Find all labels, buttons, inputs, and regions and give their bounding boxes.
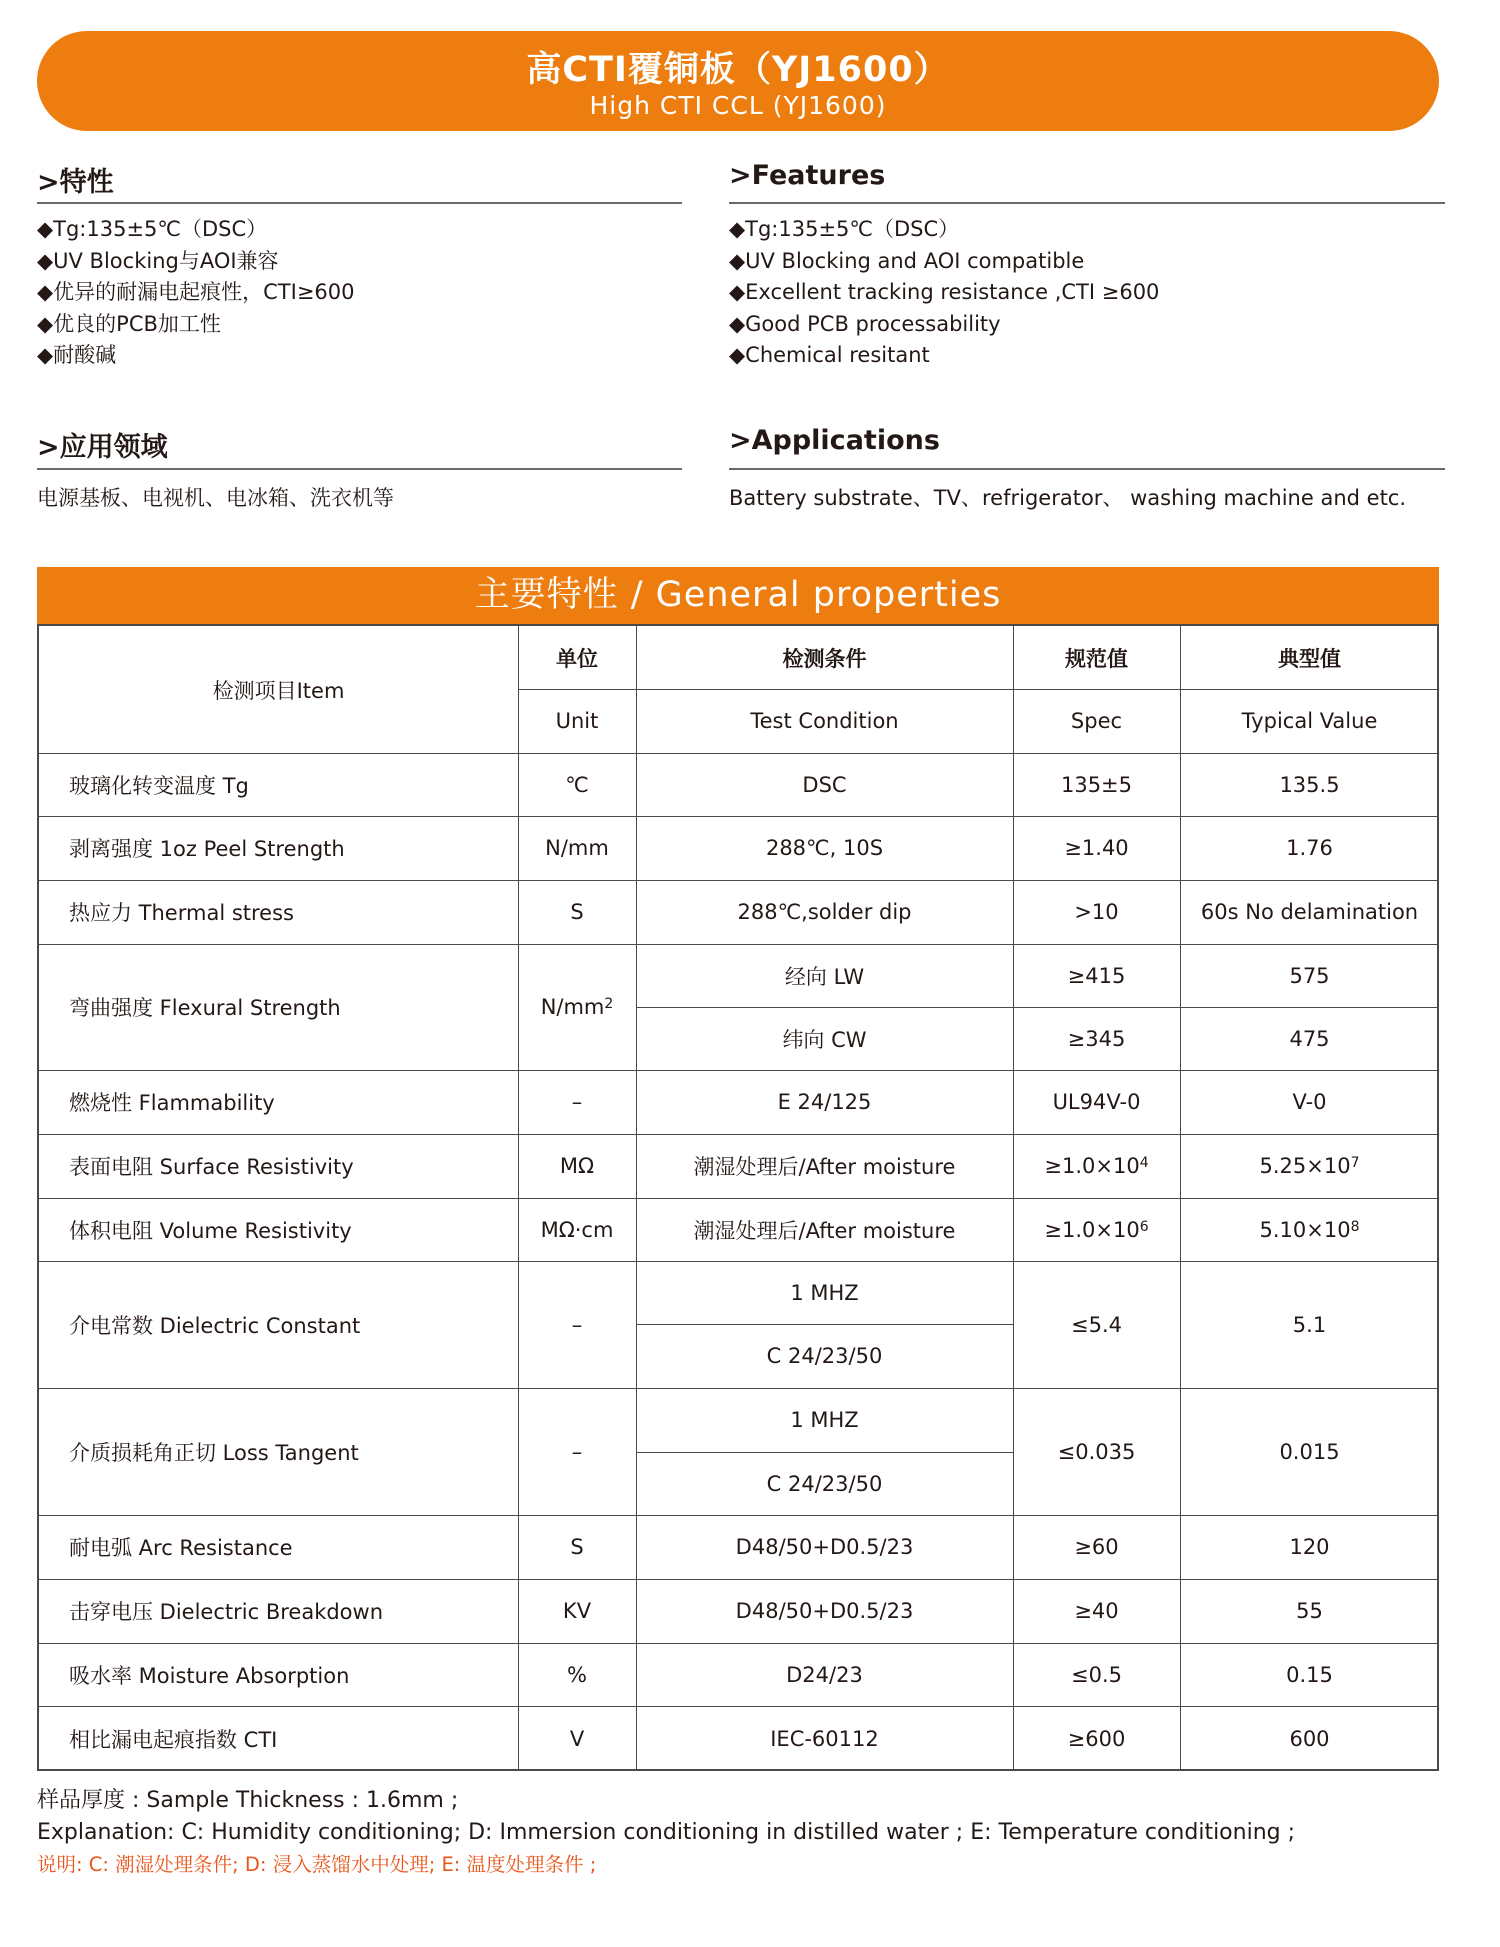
features-en-list (729, 214, 1159, 372)
title-cn: 高CTI覆铜板（YJ1600） (526, 50, 950, 90)
row-tg-typ: 135.5 (1279, 772, 1340, 797)
row-moist-typ: 0.15 (1286, 1662, 1333, 1687)
list-item: ◆Excellent tracking resistance ,CTI ≥600 (729, 280, 1160, 304)
title-en: High CTI CCL (YJ1600) (589, 91, 887, 120)
row-arc-typ: 120 (1289, 1535, 1330, 1559)
applications-cn-text: 电源基板、电视机、电冰箱、洗衣机等 (37, 486, 394, 510)
list-item: ◆优良的PCB加工性 (37, 311, 221, 336)
features-cn-divider (37, 202, 682, 204)
list-item: ◆UV Blocking与AOI兼容 (37, 248, 279, 273)
row-vol-typ: 5.10×10 $^8$ (1259, 1217, 1360, 1242)
row-bd-typ: 55 (1296, 1599, 1323, 1623)
row-thermal-unit: S (570, 900, 584, 924)
row-flam-unit: – (571, 1090, 583, 1114)
features-cn-heading: >特性 (37, 167, 114, 198)
row-vol-unit: MΩ·cm (540, 1217, 614, 1242)
header-spec-en: Spec (1070, 709, 1123, 733)
header-typ-en: Typical Value (1241, 709, 1378, 733)
header-cond-cn: 检测条件 (782, 646, 867, 671)
row-dk-item: 介电常数 Dielectric Constant (69, 1313, 361, 1338)
row-surf-unit: MΩ (559, 1154, 595, 1178)
row-thermal-cond: 288℃,solder dip (737, 900, 912, 924)
row-thermal-typ: 60s No delamination (1200, 900, 1419, 924)
row-bd-item: 击穿电压 Dielectric Breakdown (69, 1600, 384, 1624)
row-flex-cond-cw: 纬向 CW (782, 1027, 867, 1052)
row-bd-unit: KV (562, 1599, 592, 1623)
row-cti-spec: ≥600 (1067, 1726, 1126, 1751)
header-unit-en: Unit (555, 709, 599, 733)
list-item: ◆Tg:135±5℃（DSC） (37, 217, 268, 241)
row-peel-item: 剥离强度 1oz Peel Strength (69, 837, 345, 861)
properties-table (37, 624, 1439, 1771)
header-item: 检测项目Item (212, 678, 345, 703)
row-peel-spec: ≥1.40 (1064, 836, 1129, 860)
row-df-cond-2: C 24/23/50 (766, 1471, 883, 1496)
applications-en-text: Battery substrate、TV、refrigerator、 washing machine and etc. (729, 486, 1407, 510)
row-thermal-item: 热应力 Thermal stress (69, 901, 294, 925)
applications-cn-divider (37, 468, 682, 470)
applications-en-divider (729, 468, 1445, 470)
row-flam-spec: UL94V-0 (1052, 1090, 1141, 1114)
row-cti-item: 相比漏电起痕指数 CTI (69, 1727, 278, 1752)
row-dk-typ: 5.1 (1292, 1312, 1327, 1337)
row-peel-cond: 288℃, 10S (765, 836, 884, 860)
header-spec-cn: 规范值 (1065, 646, 1128, 671)
row-flex-unit-text: N/mm (540, 995, 605, 1019)
footnotes (37, 1785, 1295, 1881)
row-tg-spec: 135±5 (1060, 772, 1133, 797)
row-arc-cond: D48/50+D0.5/23 (735, 1535, 914, 1559)
row-flex-spec-lw: ≥415 (1067, 963, 1126, 988)
row-flex-spec-cw: ≥345 (1067, 1026, 1126, 1051)
applications-en-heading: >Applications (729, 425, 940, 456)
row-flex-unit: N/mm $^2$ (540, 995, 614, 1019)
row-flex-cond-lw: 经向 LW (784, 964, 865, 989)
list-item: ◆UV Blocking and AOI compatible (729, 248, 1085, 273)
row-flex-item: 弯曲强度 Flexural Strength (69, 996, 341, 1020)
row-dk-unit: – (571, 1312, 583, 1337)
list-item: ◆耐酸碱 (37, 343, 117, 367)
row-arc-item: 耐电弧 Arc Resistance (69, 1536, 293, 1560)
row-surf-item: 表面电阻 Surface Resistivity (69, 1155, 354, 1179)
row-tg-item: 玻璃化转变温度 Tg (69, 773, 249, 798)
row-df-typ: 0.015 (1279, 1439, 1340, 1464)
list-item: ◆优异的耐漏电起痕性，CTI≥600 (37, 280, 355, 304)
applications-cn-heading: >应用领域 (37, 432, 168, 463)
row-arc-unit: S (570, 1535, 584, 1559)
row-moist-spec: ≤0.5 (1071, 1662, 1122, 1687)
header-cond-en: Test Condition (750, 709, 899, 733)
list-item: ◆Chemical resitant (729, 343, 930, 367)
row-surf-spec-base: ≥1.0×10 (1044, 1154, 1140, 1178)
row-cti-unit: V (569, 1726, 585, 1751)
row-bd-spec: ≥40 (1074, 1599, 1119, 1623)
note-thickness: 样品厚度 : Sample Thickness : 1.6mm ; (37, 1788, 459, 1813)
row-flam-typ: V-0 (1292, 1090, 1327, 1114)
row-df-item: 介质损耗角正切 Loss Tangent (69, 1440, 359, 1465)
row-tg-cond: DSC (802, 772, 847, 797)
row-flex-typ-cw: 475 (1289, 1026, 1330, 1051)
row-tg-unit: ℃ (565, 772, 589, 797)
row-arc-spec: ≥60 (1074, 1535, 1119, 1559)
features-cn-list (37, 214, 355, 372)
row-surf-spec: ≥1.0×10 $^4$ (1044, 1154, 1149, 1178)
row-flam-item: 燃烧性 Flammability (69, 1091, 275, 1115)
table-title: 主要特性 / General properties (37, 567, 1439, 624)
row-cti-cond: IEC-60112 (770, 1726, 879, 1751)
features-en-divider (729, 202, 1445, 204)
row-moist-cond: D24/23 (786, 1662, 863, 1687)
row-surf-cond: 潮湿处理后/After moisture (693, 1155, 956, 1179)
row-peel-unit: N/mm (545, 836, 609, 860)
row-flam-cond: E 24/125 (777, 1090, 872, 1114)
row-bd-cond: D48/50+D0.5/23 (735, 1599, 914, 1623)
row-vol-spec-base: ≥1.0×10 (1044, 1217, 1140, 1242)
row-dk-cond-2: C 24/23/50 (766, 1344, 883, 1368)
list-item: ◆Good PCB processability (729, 311, 1001, 336)
note-explanation-cn: 说明: C: 潮湿处理条件; D: 浸入蒸馏水中处理; E: 温度处理条件 ; (37, 1853, 597, 1876)
row-vol-item: 体积电阻 Volume Resistivity (69, 1218, 352, 1243)
list-item: ◆Tg:135±5℃（DSC） (729, 217, 960, 241)
row-dk-spec: ≤5.4 (1071, 1312, 1122, 1337)
row-flex-typ-lw: 575 (1289, 963, 1330, 988)
row-vol-typ-base: 5.10×10 (1259, 1217, 1351, 1242)
row-df-spec: ≤0.035 (1057, 1439, 1136, 1464)
row-df-cond-1: 1 MHZ (790, 1408, 859, 1432)
header-unit-cn: 单位 (556, 646, 598, 671)
header-typ-cn: 典型值 (1278, 646, 1341, 671)
row-df-unit: – (571, 1439, 583, 1464)
row-surf-typ-base: 5.25×10 (1259, 1154, 1351, 1178)
row-dk-cond-1: 1 MHZ (790, 1280, 859, 1305)
row-vol-spec: ≥1.0×10 $^6$ (1044, 1217, 1149, 1242)
row-moist-unit: % (567, 1662, 587, 1687)
row-moist-item: 吸水率 Moisture Absorption (69, 1663, 350, 1688)
row-peel-typ: 1.76 (1286, 836, 1333, 860)
row-vol-cond: 潮湿处理后/After moisture (693, 1218, 956, 1243)
note-explanation: Explanation: C: Humidity conditioning; D: Immersion conditioning in distilled water ; E: Temperature conditioning ; (37, 1820, 1296, 1845)
title-banner (37, 31, 1439, 131)
row-thermal-spec: >10 (1074, 900, 1119, 924)
features-en-heading: >Features (729, 160, 886, 191)
row-cti-typ: 600 (1289, 1726, 1330, 1751)
row-surf-typ: 5.25×10 $^7$ (1259, 1154, 1360, 1178)
